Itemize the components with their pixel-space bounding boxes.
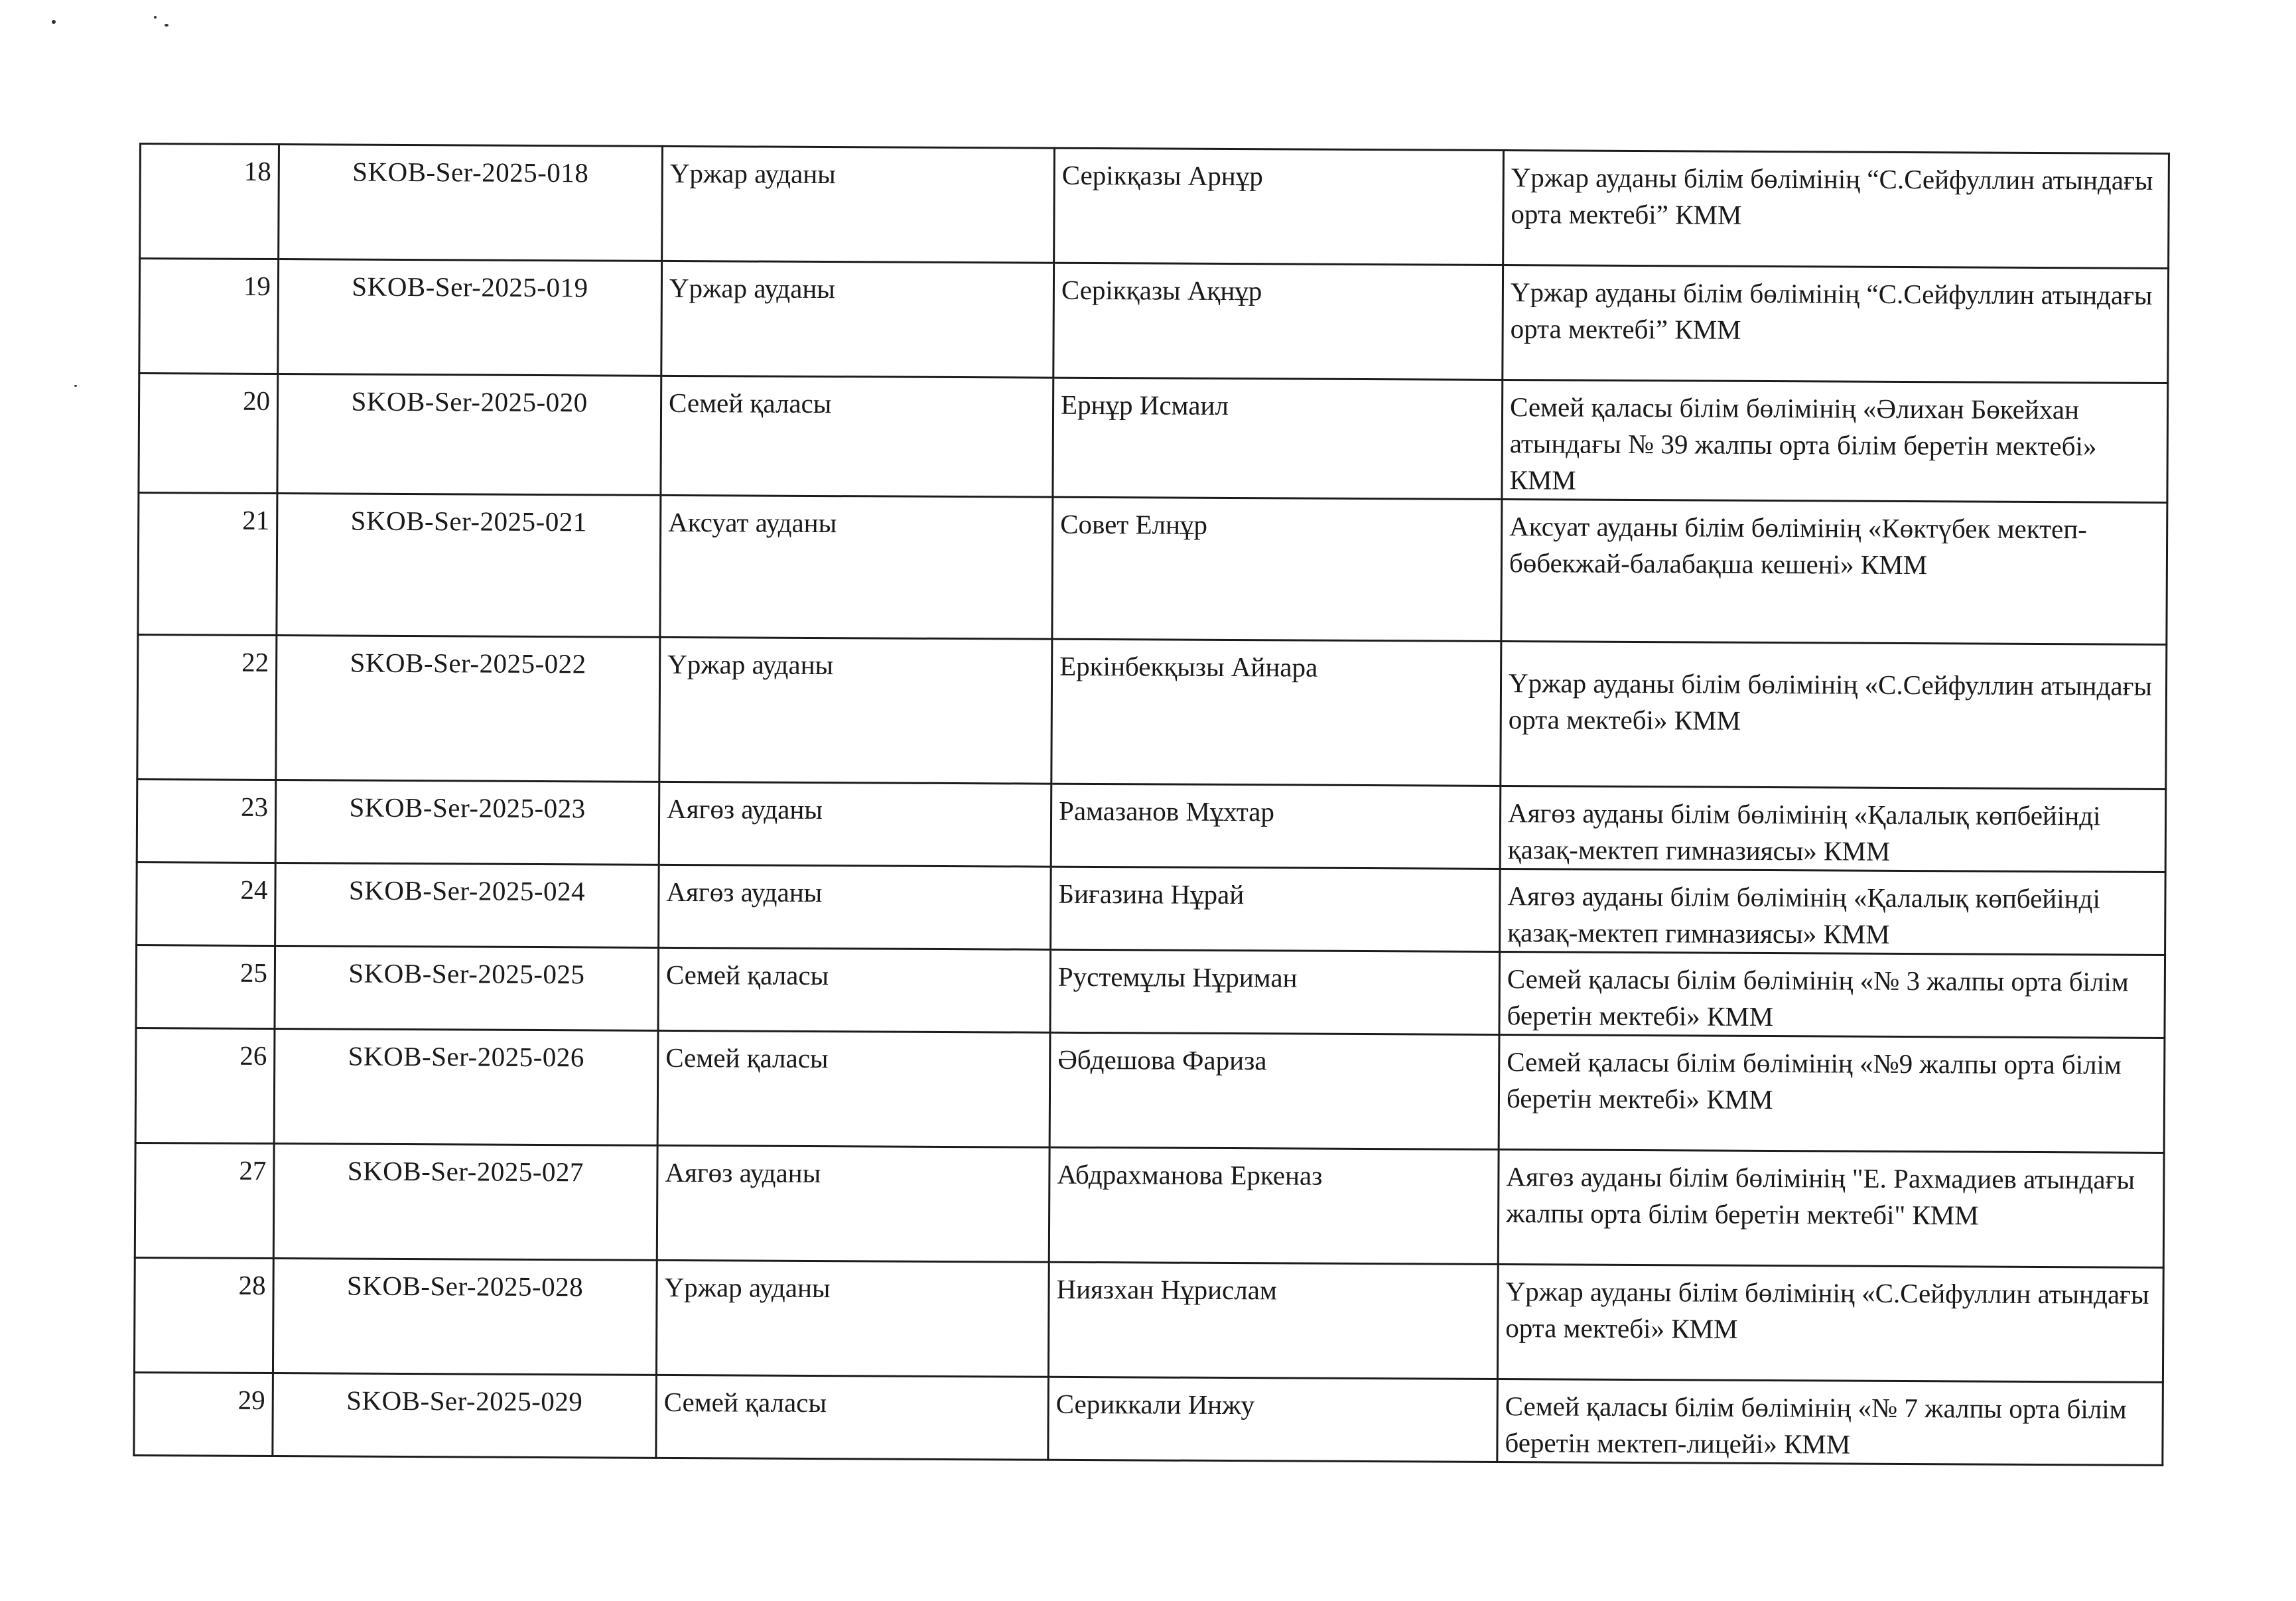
scan-speck [165,24,169,27]
school-name: Үржар ауданы білім бөлімінің «С.Сейфуллин атындағы орта мектебі» КММ [1501,642,2167,790]
student-name: Серікқазы Ақнұр [1053,263,1503,380]
registration-code: SKOB-Ser-2025-027 [273,1144,657,1261]
student-name: Серікқазы Арнұр [1054,148,1504,265]
table-row [137,779,2166,872]
row-number: 28 [134,1257,273,1373]
table-row [138,493,2167,645]
district: Семей қаласы [656,1375,1049,1460]
student-name: Ниязхан Нұрислам [1048,1262,1498,1379]
student-name: Рустемұлы Нұриман [1050,949,1500,1034]
row-number: 21 [138,493,277,636]
table-row [137,862,2166,955]
district: Семей қаласы [658,947,1051,1032]
student-name: Әбдешова Фариза [1049,1032,1499,1149]
district: Аягөз ауданы [659,782,1051,867]
row-number: 26 [135,1028,275,1143]
row-number: 25 [136,945,275,1028]
row-number: 22 [137,634,277,780]
school-name: Аягөз ауданы білім бөлімінің «Қалалық көпбейінді қазақ-мектеп гимназиясы» КММ [1500,786,2166,872]
school-name: Үржар ауданы білім бөлімінің “С.Сейфуллин атындағы орта мектебі” КММ [1503,265,2169,383]
district: Семей қаласы [657,1030,1050,1147]
student-name: Совет Елнұр [1052,497,1502,641]
district: Үржар ауданы [656,1260,1049,1377]
registration-code: SKOB-Ser-2025-018 [279,145,663,261]
school-name: Аягөз ауданы білім бөлімінің "Е. Рахмадиев атындағы жалпы орта білім беретін мектебі" КММ [1498,1150,2164,1268]
table-row [135,1143,2164,1267]
school-name: Семей қаласы білім бөлімінің «№ 7 жалпы орта білім беретін мектеп-лицейі» КММ [1497,1379,2163,1466]
row-number: 20 [139,374,278,494]
school-name: Семей қаласы білім бөлімінің «Әлихан Бөкейхан атындағы № 39 жалпы орта білім беретін мектебі» КММ [1502,380,2168,503]
registration-code: SKOB-Ser-2025-020 [277,374,661,496]
district: Семей қаласы [661,376,1053,497]
district: Аксуат ауданы [660,495,1053,639]
student-name: Биғазина Нұрай [1051,867,1501,951]
table-row [134,1372,2163,1465]
registration-code: SKOB-Ser-2025-024 [275,863,659,948]
school-name: Семей қаласы білім бөлімінің «№ 3 жалпы орта білім беретін мектебі» КММ [1499,952,2165,1038]
scan-speck [52,20,56,24]
student-name: Сериккали Инжу [1048,1377,1498,1462]
district: Үржар ауданы [659,637,1052,784]
registration-code: SKOB-Ser-2025-023 [275,780,659,865]
table-row [139,259,2169,383]
registry-table-body [134,144,2169,1466]
table-row [135,1028,2165,1152]
registration-code: SKOB-Ser-2025-029 [273,1373,657,1458]
row-number: 29 [134,1372,273,1456]
row-number: 24 [137,862,276,945]
registration-code: SKOB-Ser-2025-019 [278,259,662,376]
school-name: Аксуат ауданы білім бөлімінің «Көктүбек мектеп-бөбекжай-балабақша кешені» КММ [1501,500,2167,645]
registration-code: SKOB-Ser-2025-028 [273,1259,657,1375]
table-row [134,1257,2163,1382]
registration-code: SKOB-Ser-2025-025 [275,946,659,1031]
table-row [139,374,2168,503]
table-row [136,945,2165,1038]
table-row [137,634,2167,789]
school-name: Үржар ауданы білім бөлімінің «С.Сейфуллин атындағы орта мектебі» КММ [1497,1265,2163,1383]
table-row [140,144,2169,269]
district: Аягөз ауданы [657,1145,1049,1262]
student-name: Ернұр Исмаил [1053,378,1503,499]
registration-code: SKOB-Ser-2025-022 [276,636,660,782]
registry-table [133,143,2170,1466]
district: Үржар ауданы [662,146,1055,263]
registration-code: SKOB-Ser-2025-021 [277,494,661,638]
row-number: 18 [140,144,279,259]
row-number: 19 [139,259,279,374]
registration-code: SKOB-Ser-2025-026 [274,1029,658,1146]
row-number: 23 [137,779,276,863]
student-name: Рамазанов Мұхтар [1051,784,1501,869]
scan-speck [74,385,77,387]
scan-speck [154,16,157,19]
district: Аягөз ауданы [659,865,1051,949]
student-name: Абдрахманова Еркеназ [1049,1147,1499,1264]
school-name: Үржар ауданы білім бөлімінің “С.Сейфуллин атындағы орта мектебі” КММ [1503,151,2169,269]
school-name: Аягөз ауданы білім бөлімінің «Қалалық көпбейінді қазақ-мектеп гимназиясы» КММ [1500,869,2166,955]
student-name: Еркінбекқызы Айнара [1051,639,1501,786]
school-name: Семей қаласы білім бөлімінің «№9 жалпы орта білім беретін мектебі» КММ [1499,1035,2165,1153]
row-number: 27 [135,1143,274,1258]
district: Үржар ауданы [661,261,1054,378]
